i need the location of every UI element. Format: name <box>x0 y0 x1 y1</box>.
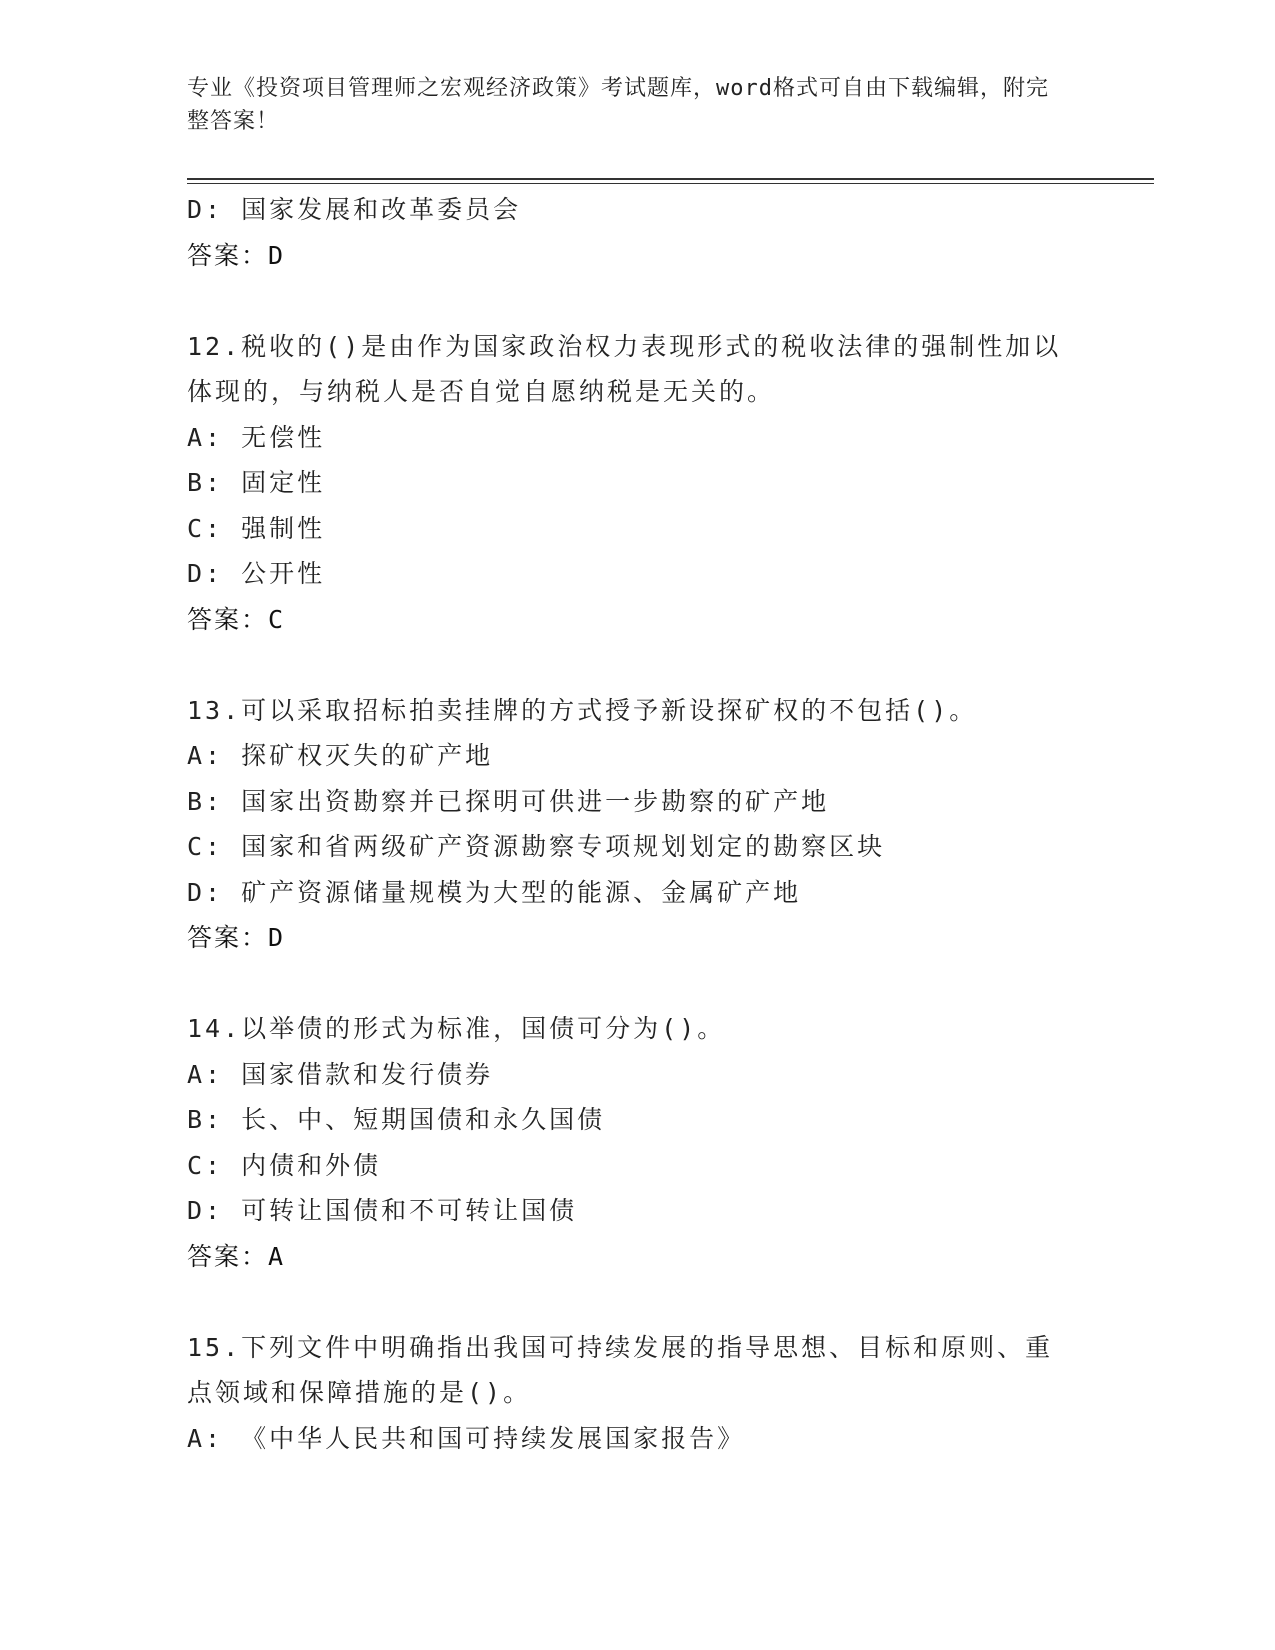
option-c: C: 内债和外债 <box>187 1150 382 1180</box>
question-text: 14.以举债的形式为标准，国债可分为()。 <box>187 1014 726 1043</box>
option-b: B: 固定性 <box>187 468 326 497</box>
question-14 <box>187 1006 1087 1279</box>
option-a: A: 国家借款和发行债券 <box>187 1059 494 1089</box>
option-d: D: 矿产资源储量规模为大型的能源、金属矿产地 <box>187 877 802 907</box>
spacer <box>187 642 1087 688</box>
option-a: A: 无偿性 <box>187 422 326 452</box>
prev-question-tail <box>187 187 1087 278</box>
answer-line: 答案：C <box>187 604 286 634</box>
option-a: A: 探矿权灭失的矿产地 <box>187 741 494 770</box>
option-a: A: 《中华人民共和国可持续发展国家报告》 <box>187 1423 746 1453</box>
question-text: 15.下列文件中明确指出我国可持续发展的指导思想、目标和原则、重点领域和保障措施的是()。 <box>187 1332 1054 1407</box>
question-list <box>187 187 1087 1461</box>
option-d: D: 公开性 <box>187 559 326 588</box>
answer-line: 答案：D <box>187 923 286 952</box>
question-12 <box>187 324 1087 643</box>
option-b: B: 长、中、短期国债和永久国债 <box>187 1105 606 1134</box>
header-rule-thick <box>187 178 1154 180</box>
spacer <box>187 1279 1087 1325</box>
answer-line: 答案：A <box>187 1241 286 1271</box>
spacer <box>187 278 1087 324</box>
option-d: D: 可转让国债和不可转让国债 <box>187 1196 578 1225</box>
option-c: C: 国家和省两级矿产资源勘察专项规划划定的勘察区块 <box>187 832 886 861</box>
header-rule-thin <box>187 183 1154 184</box>
question-15 <box>187 1325 1087 1462</box>
question-text: 12.税收的()是由作为国家政治权力表现形式的税收法律的强制性加以体现的，与纳税人是否自觉自愿纳税是无关的。 <box>187 331 1062 406</box>
answer-line: 答案：D <box>187 240 286 270</box>
option-b: B: 国家出资勘察并已探明可供进一步勘察的矿产地 <box>187 786 830 816</box>
question-text: 13.可以采取招标拍卖挂牌的方式授予新设探矿权的不包括()。 <box>187 695 978 725</box>
question-13 <box>187 688 1087 961</box>
spacer <box>187 961 1087 1007</box>
option-c: C: 强制性 <box>187 513 326 543</box>
document-header: 专业《投资项目管理师之宏观经济政策》考试题库，word格式可自由下载编辑，附完整答案！ <box>187 76 1049 134</box>
option-d: D: 国家发展和改革委员会 <box>187 195 522 224</box>
